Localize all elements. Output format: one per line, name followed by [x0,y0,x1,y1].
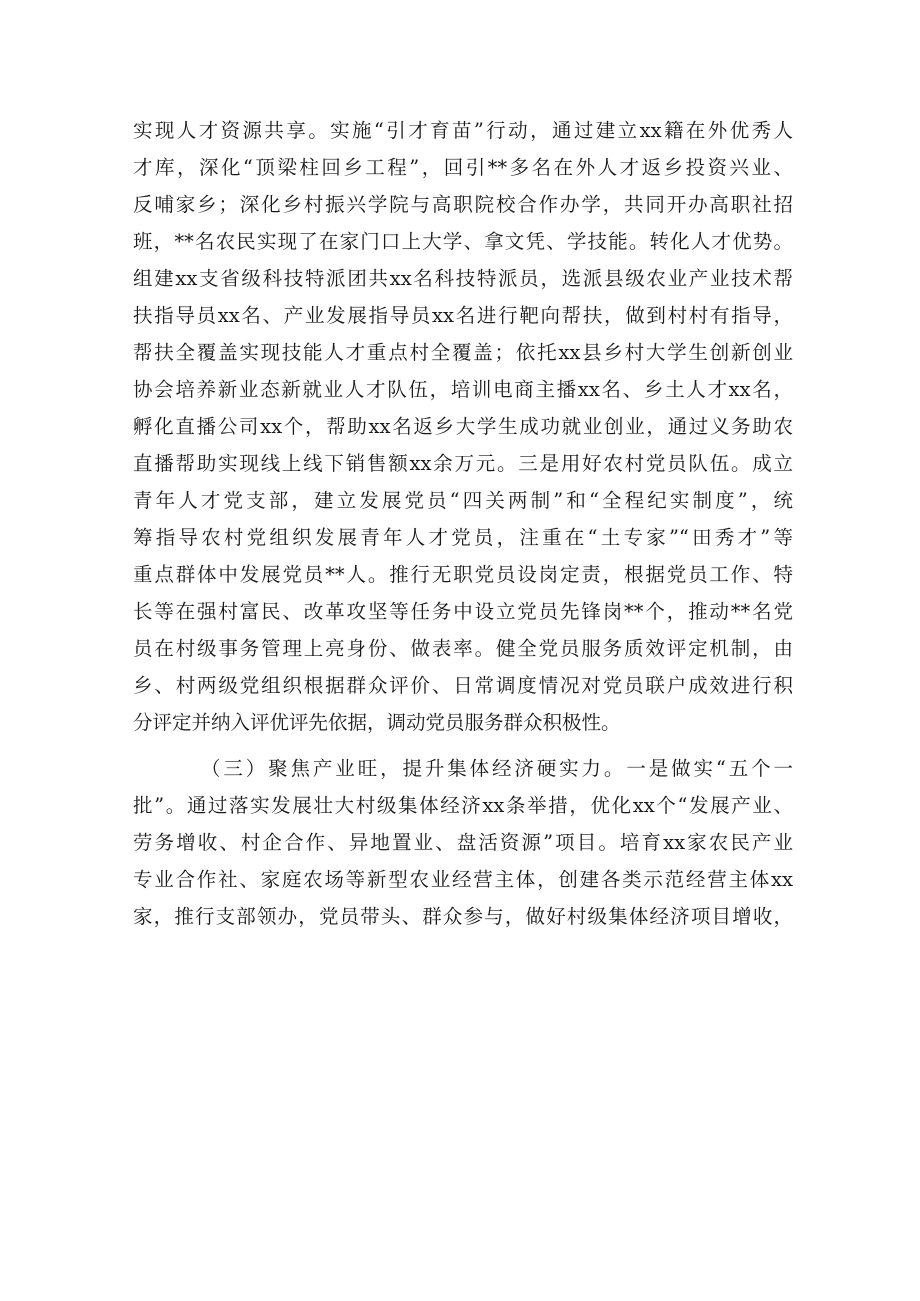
text-line: 专业合作社、家庭农场等新型农业经营主体，创建各类示范经营主体xx [133,868,793,891]
text-line: 实现人才资源共享。实施“引才育苗”行动，通过建立xx籍在外优秀人 [133,119,793,142]
document-body [133,112,793,935]
text-line: 筹指导农村党组织发展青年人才党员，注重在“土专家”“田秀才”等 [133,526,793,549]
section-heading-line: （三）聚焦产业旺，提升集体经济硬实力。一是做实“五个一 [201,757,793,780]
text-line: 家，推行支部领办，党员带头、群众参与，做好村级集体经济项目增收， [133,905,793,928]
text-line: 孵化直播公司xx个，帮助xx名返乡大学生成功就业创业，通过义务助农 [133,415,793,438]
paragraph-talent [133,112,793,741]
text-line: 长等在强村富民、改革攻坚等任务中设立党员先锋岗**个，推动**名党 [133,600,793,623]
text-line: 才库，深化“顶梁柱回乡工程”，回引**多名在外人才返乡投资兴业、 [133,156,793,179]
text-line: 扶指导员xx名、产业发展指导员xx名进行靶向帮扶，做到村村有指导， [133,304,793,327]
text-line: 乡、村两级党组织根据群众评价、日常调度情况对党员联户成效进行积 [133,674,793,697]
paragraph-spacer [133,741,793,750]
text-line: 重点群体中发展党员**人。推行无职党员设岗定责，根据党员工作、特 [133,563,793,586]
text-line: 青年人才党支部，建立发展党员“四关两制”和“全程纪实制度”，统 [133,489,793,512]
text-line: 帮扶全覆盖实现技能人才重点村全覆盖；依托xx县乡村大学生创新创业 [133,341,793,364]
text-line: 班，**名农民实现了在家门口上大学、拿文凭、学技能。转化人才优势。 [133,230,793,253]
text-line: 协会培养新业态新就业人才队伍，培训电商主播xx名、乡土人才xx名， [133,378,793,401]
text-line: 组建xx支省级科技特派团共xx名科技特派员，选派县级农业产业技术帮 [133,267,793,290]
text-line: 员在村级事务管理上亮身份、做表率。健全党员服务质效评定机制，由 [133,637,793,660]
text-line: 反哺家乡；深化乡村振兴学院与高职院校合作办学，共同开办高职社招 [133,193,793,216]
text-line: 劳务增收、村企合作、异地置业、盘活资源”项目。培育xx家农民产业 [133,831,793,854]
text-line: 批”。通过落实发展壮大村级集体经济xx条举措，优化xx个“发展产业、 [133,794,793,817]
paragraph-industry [133,750,793,935]
text-line: 分评定并纳入评优评先依据，调动党员服务群众积极性。 [133,711,621,734]
text-line: 直播帮助实现线上线下销售额xx余万元。三是用好农村党员队伍。成立 [133,452,793,475]
